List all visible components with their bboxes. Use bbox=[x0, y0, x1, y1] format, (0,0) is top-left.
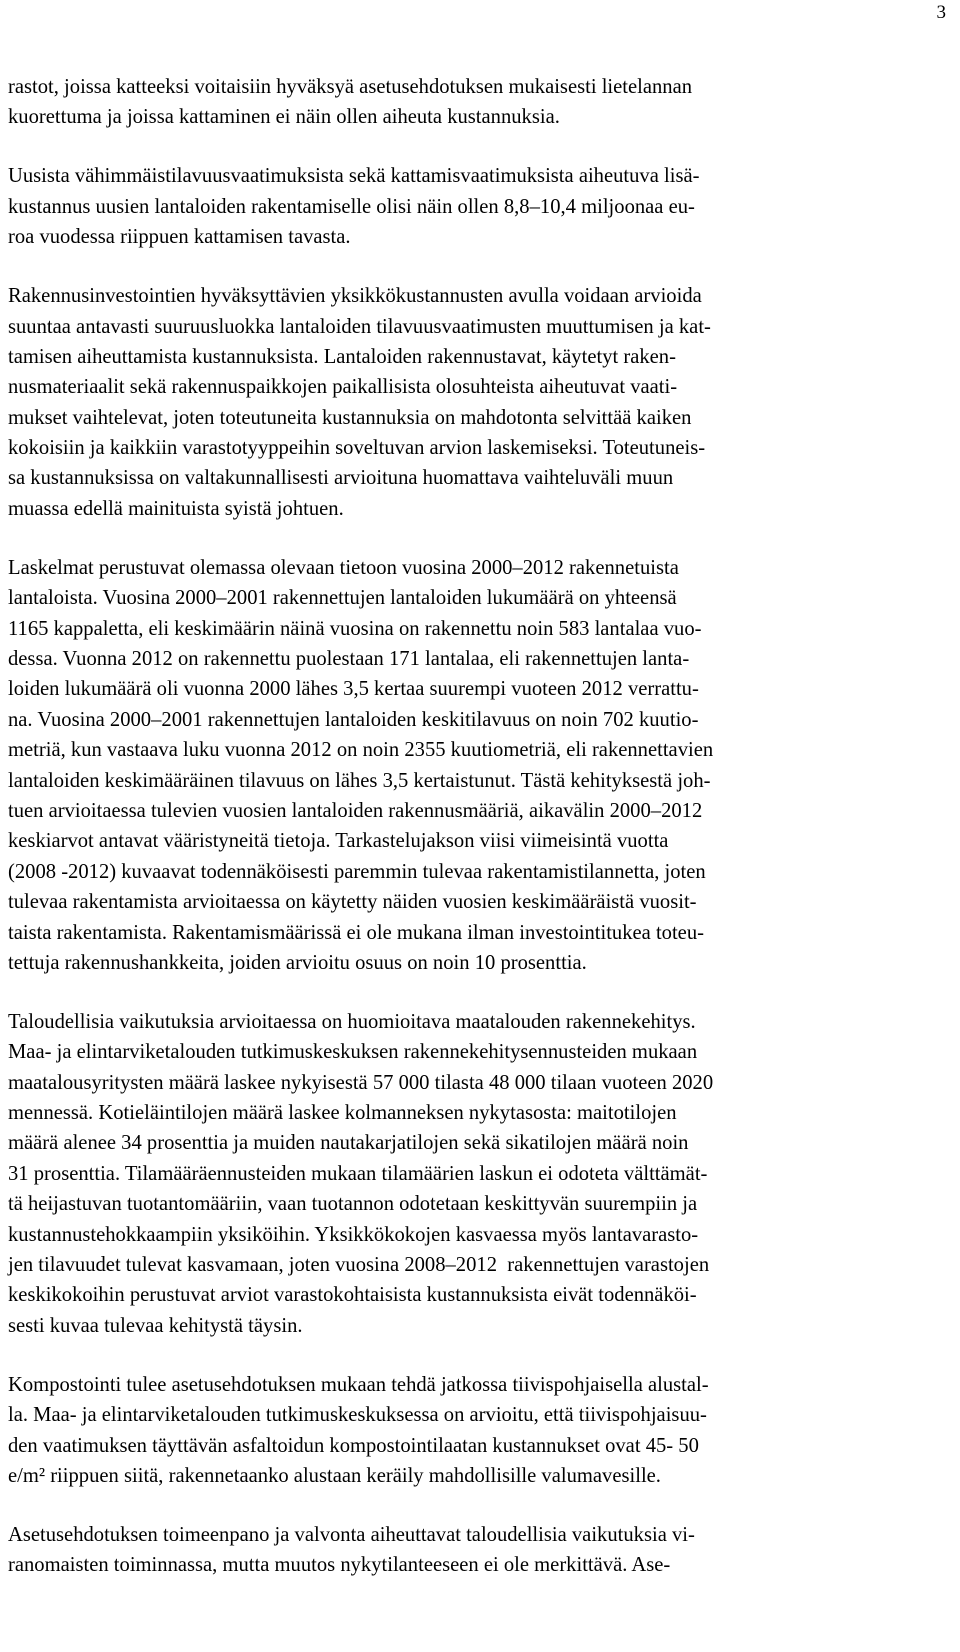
text-line: sesti kuvaa tulevaa kehitystä täysin. bbox=[8, 1314, 303, 1337]
text-line: Rakennusinvestointien hyväksyttävien yksikkökustannusten avulla voidaan arvioida bbox=[8, 285, 702, 308]
paragraph-2 bbox=[0, 161, 960, 252]
document-body bbox=[0, 72, 960, 1581]
text-line: dessa. Vuonna 2012 on rakennettu puolestaan 171 lantalaa, eli rakennettujen lanta- bbox=[8, 648, 690, 671]
text-line: mennessä. Kotieläintilojen määrä laskee kolmanneksen nykytasosta: maitotilojen bbox=[8, 1102, 677, 1125]
text-line: muassa edellä mainituista syistä johtuen. bbox=[8, 497, 344, 520]
text-line: kustannus uusien lantaloiden rakentamiselle olisi näin ollen 8,8–10,4 miljoonaa eu- bbox=[8, 195, 695, 218]
text-line: e/m² riippuen siitä, rakennetaanko alustaan keräily mahdollisille valumavesille. bbox=[8, 1464, 661, 1487]
text-line: sa kustannuksissa on valtakunnallisesti arvioituna huomattava vaihteluväli muun bbox=[8, 467, 674, 490]
page-number: 3 bbox=[936, 2, 946, 23]
text-line: maatalousyritysten määrä laskee nykyisestä 57 000 tilasta 48 000 tilaan vuoteen 2020 bbox=[8, 1071, 714, 1094]
text-line: loiden lukumäärä oli vuonna 2000 lähes 3,5 kertaa suurempi vuoteen 2012 verrattu- bbox=[8, 678, 699, 701]
text-line: kuorettuma ja joissa kattaminen ei näin ollen aiheuta kustannuksia. bbox=[8, 106, 560, 129]
text-line: Kompostointi tulee asetusehdotuksen mukaan tehdä jatkossa tiivispohjaisella alustal- bbox=[8, 1373, 709, 1396]
text-line: tuen arvioitaessa tulevien vuosien lantaloiden rakennusmääriä, aikavälin 2000–2012 bbox=[8, 799, 703, 822]
text-line: tä heijastuvan tuotantomääriin, vaan tuotannon odotetaan keskittyvän suurempiin ja bbox=[8, 1193, 698, 1216]
text-line: tettuja rakennushankkeita, joiden arvioitu osuus on noin 10 prosenttia. bbox=[8, 951, 587, 974]
text-line: tulevaa rakentamista arvioitaessa on käytetty näiden vuosien keskimääräistä vuosit- bbox=[8, 891, 697, 914]
text-line: den vaatimuksen täyttävän asfaltoidun kompostointilaatan kustannukset ovat 45- 50 bbox=[8, 1434, 699, 1457]
text-line: 31 prosenttia. Tilamääräennusteiden mukaan tilamäärien laskun ei odoteta välttämät- bbox=[8, 1162, 708, 1185]
text-line: na. Vuosina 2000–2001 rakennettujen lantaloiden keskitilavuus on noin 702 kuutio- bbox=[8, 708, 699, 731]
text-line: tamisen aiheuttamista kustannuksista. Lantaloiden rakennustavat, käytetyt raken- bbox=[8, 345, 676, 368]
text-line: metriä, kun vastaava luku vuonna 2012 on noin 2355 kuutiometriä, eli rakennettavien bbox=[8, 739, 714, 762]
text-line: mukset vaihtelevat, joten toteutuneita kustannuksia on mahdotonta selvittää kaiken bbox=[8, 406, 692, 429]
paragraph-3 bbox=[0, 281, 960, 524]
paragraph-7 bbox=[0, 1520, 960, 1581]
text-line: Uusista vähimmäistilavuusvaatimuksista sekä kattamisvaatimuksista aiheutuva lisä- bbox=[8, 165, 700, 188]
text-line: Laskelmat perustuvat olemassa olevaan tietoon vuosina 2000–2012 rakennetuista bbox=[8, 556, 679, 579]
text-line: Asetusehdotuksen toimeenpano ja valvonta aiheuttavat taloudellisia vaikutuksia vi- bbox=[8, 1523, 695, 1546]
paragraph-5 bbox=[0, 1007, 960, 1341]
text-line: roa vuodessa riippuen kattamisen tavasta. bbox=[8, 226, 351, 249]
text-line: nusmateriaalit sekä rakennuspaikkojen paikallisista olosuhteista aiheutuvat vaati- bbox=[8, 376, 678, 399]
text-line: kustannustehokkaampiin yksiköihin. Yksikkökokojen kasvaessa myös lantavarasto- bbox=[8, 1223, 699, 1246]
paragraph-6 bbox=[0, 1370, 960, 1492]
text-line: (2008 -2012) kuvaavat todennäköisesti paremmin tulevaa rakentamistilannetta, joten bbox=[8, 860, 706, 883]
text-line: keskiarvot antavat vääristyneitä tietoja. Tarkastelujakson viisi viimeisintä vuotta bbox=[8, 830, 669, 853]
text-line: Maa- ja elintarviketalouden tutkimuskeskuksen rakennekehitysennusteiden mukaan bbox=[8, 1041, 698, 1064]
text-line: 1165 kappaletta, eli keskimäärin näinä vuosina on rakennettu noin 583 lantalaa vuo- bbox=[8, 617, 702, 640]
text-line: lantaloista. Vuosina 2000–2001 rakennettujen lantaloiden lukumäärä on yhteensä bbox=[8, 587, 677, 610]
text-line: la. Maa- ja elintarviketalouden tutkimuskeskuksessa on arvioitu, että tiivispohjaisuu- bbox=[8, 1404, 707, 1427]
text-line: keskikokoihin perustuvat arviot varastokohtaisista kustannuksista eivät todennäköi- bbox=[8, 1284, 697, 1307]
text-line: kokoisiin ja kaikkiin varastotyyppeihin soveltuvan arvion laskemiseksi. Toteutuneis- bbox=[8, 437, 706, 460]
text-line: ranomaisten toiminnassa, mutta muutos nykytilanteeseen ei ole merkittävä. Ase- bbox=[8, 1554, 671, 1577]
text-line: rastot, joissa katteeksi voitaisiin hyväksyä asetusehdotuksen mukaisesti lietelannan bbox=[8, 76, 693, 98]
text-line: Taloudellisia vaikutuksia arvioitaessa on huomioitava maatalouden rakennekehitys. bbox=[8, 1010, 696, 1033]
paragraph-4 bbox=[0, 553, 960, 978]
paragraph-1 bbox=[0, 72, 960, 133]
text-line: määrä alenee 34 prosenttia ja muiden nautakarjatilojen sekä sikatilojen määrä noin bbox=[8, 1132, 689, 1155]
text-line: jen tilavuudet tulevat kasvamaan, joten vuosina 2008–2012 rakennettujen varastojen bbox=[8, 1254, 710, 1277]
text-line: suuntaa antavasti suuruusluokka lantaloiden tilavuusvaatimusten muuttumisen ja kat- bbox=[8, 315, 711, 338]
text-line: taista rakentamista. Rakentamismäärissä ei ole mukana ilman investointitukea toteu- bbox=[8, 921, 704, 944]
text-line: lantaloiden keskimääräinen tilavuus on lähes 3,5 kertaistunut. Tästä kehityksestä joh- bbox=[8, 769, 711, 792]
